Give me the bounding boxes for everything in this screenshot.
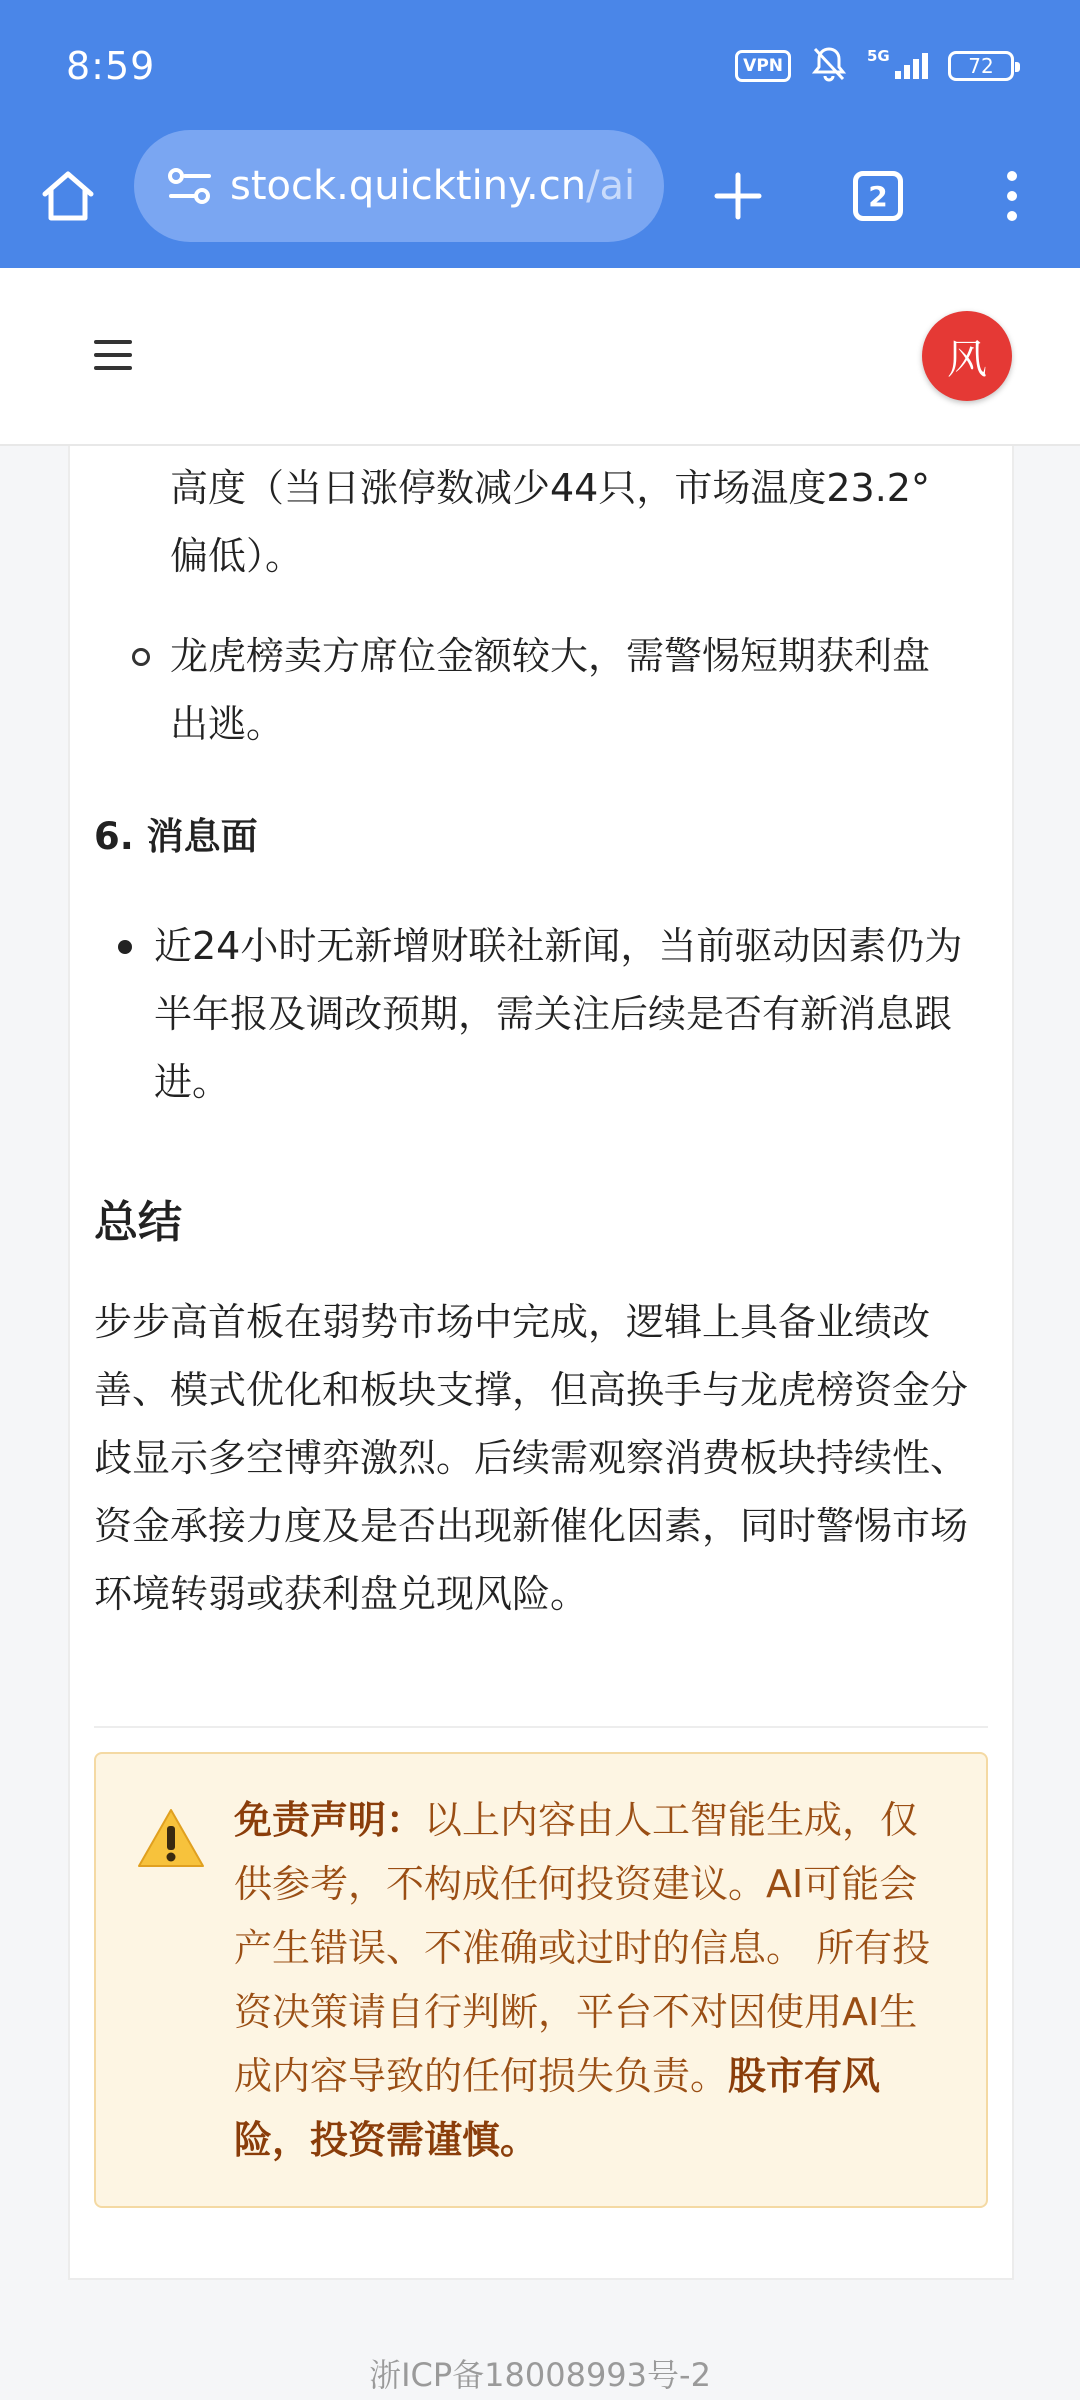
battery-level: 72 (968, 54, 994, 78)
ai-analysis-card (68, 446, 1014, 2280)
browser-chrome (0, 0, 1080, 268)
summary-paragraph: 步步高首板在弱势市场中完成，逻辑上具备业绩改善、模式优化和板块支撑，但高换手与龙虎榜资金分歧显示多空博弈激烈。后续需观察消费板块持续性、资金承接力度及是否出现新催化因素，同时警惕市场环境转弱或获利盘兑现风险。 (94, 1300, 969, 1616)
list-item-text: 龙虎榜卖方席位金额较大，需警惕短期获利盘出逃。 (170, 634, 931, 746)
warning-icon (136, 1806, 206, 1870)
bullet-dot-icon (118, 940, 132, 954)
disclaimer-text (234, 1788, 954, 2172)
circle-bullet-icon (132, 648, 150, 666)
vpn-icon: VPN (735, 50, 791, 82)
url-host: stock.quicktiny.cn (230, 163, 587, 209)
disclaimer-body: 以上内容由人工智能生成，仅供参考，不构成任何投资建议。AI可能会产生错误、不准确或过时的信息。 所有投资决策请自行判断，平台不对因使用AI生成内容导致的任何损失负责。 (234, 1798, 931, 2098)
address-bar[interactable] (134, 130, 664, 242)
disclaimer-box (94, 1752, 988, 2208)
list-item (154, 912, 984, 1116)
tab-count: 2 (853, 171, 903, 221)
list-item (170, 622, 990, 758)
battery-icon (948, 51, 1014, 81)
avatar-letter: 风 (947, 336, 987, 383)
hamburger-menu-icon[interactable] (94, 340, 132, 370)
status-time: 8:59 (66, 44, 156, 88)
section-title-news: 6. 消息面 (94, 815, 258, 858)
divider (94, 1726, 988, 1728)
status-icons (735, 46, 1014, 86)
site-header (0, 268, 1080, 446)
list-item-text: 近24小时无新增财联社新闻，当前驱动因素仍为半年报及调改预期，需关注后续是否有新消息跟进。 (154, 924, 963, 1104)
overflow-menu-icon[interactable] (980, 164, 1044, 228)
list-item (170, 454, 990, 590)
user-avatar[interactable] (922, 311, 1012, 401)
news-bullet-list (154, 912, 984, 1116)
icp-footer-link[interactable]: 浙ICP备18008993号-2 (369, 2356, 711, 2394)
url-text[interactable] (230, 163, 635, 209)
signal-icon (867, 47, 928, 79)
summary-heading: 总结 (94, 1197, 182, 1248)
url-path: /ai (586, 163, 636, 209)
site-settings-icon[interactable] (164, 160, 216, 212)
disclaimer-emphasis: 股市有风险，投资需谨慎。 (234, 2054, 881, 2162)
disclaimer-label: 免责声明： (234, 1798, 425, 1842)
sub-list (170, 454, 990, 758)
browser-toolbar (0, 130, 1080, 268)
network-type: 5G (867, 47, 890, 65)
tab-switcher-button[interactable] (846, 164, 910, 228)
status-bar (0, 0, 1080, 130)
home-icon[interactable] (36, 164, 100, 228)
mute-bell-icon (811, 45, 847, 87)
new-tab-icon[interactable] (706, 164, 770, 228)
list-item-text: 高度（当日涨停数减少44只，市场温度23.2°偏低）。 (170, 466, 930, 578)
